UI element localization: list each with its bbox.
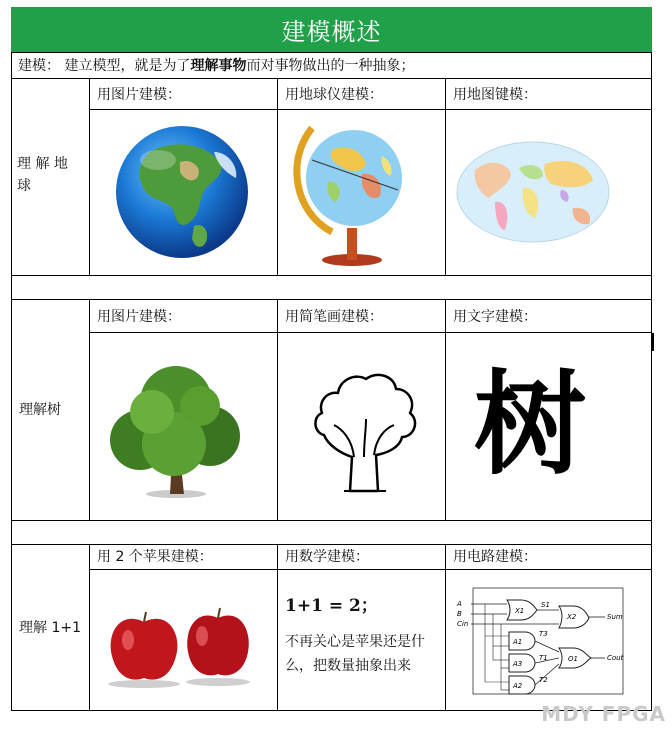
earth-photo-image	[110, 122, 260, 266]
col-header-map: 用地图键模：	[453, 87, 537, 103]
full-adder-circuit-image	[455, 586, 635, 698]
row-label-earth: 理 解 地 球	[17, 156, 68, 194]
grid-line	[277, 544, 278, 711]
row-label-tree: 理解树	[19, 402, 61, 418]
circuit-input-cin: Cin	[457, 620, 469, 628]
cursor-mark	[652, 333, 654, 351]
gate-a2-label: A2	[513, 682, 523, 690]
apples-image	[100, 600, 260, 690]
intro-suffix: 而对事物做出的一种抽象；	[246, 58, 415, 74]
grid-line	[11, 78, 652, 79]
grid-line	[11, 52, 652, 53]
output-sum-label: Sum	[607, 613, 623, 621]
grid-line	[445, 78, 446, 276]
grid-line	[277, 299, 278, 521]
col-header-text: 用文字建模：	[453, 309, 537, 325]
gate-a1-label: A1	[513, 638, 523, 646]
circuit-input-b: B	[457, 610, 462, 618]
grid-line	[89, 299, 90, 521]
tree-photo-image	[100, 360, 242, 502]
grid-line	[89, 78, 90, 276]
calligraphy-character: 树	[474, 359, 586, 490]
globe-model-image	[292, 120, 410, 268]
col-header-circuit: 用电路建模：	[453, 549, 537, 565]
grid-line	[89, 109, 652, 110]
grid-line	[277, 78, 278, 276]
wire-t2-label: T2	[539, 676, 548, 684]
grid-line	[11, 520, 652, 521]
gate-x1-label: X1	[515, 607, 525, 615]
col-header-apples: 用 2 个苹果建模：	[97, 549, 213, 565]
wire-t3-label: T3	[539, 630, 548, 638]
grid-line	[651, 52, 652, 711]
col-header-globe: 用地球仪建模：	[285, 87, 383, 103]
col-header-math: 用数学建模：	[285, 549, 369, 565]
intro-text	[18, 57, 414, 75]
wire-s1-label: S1	[541, 601, 550, 609]
wire-t1-label: T1	[539, 654, 548, 662]
row-label-math: 理解 1+1	[19, 620, 81, 636]
grid-line	[11, 275, 652, 276]
gate-x2-label: X2	[567, 613, 577, 621]
grid-line	[89, 544, 90, 711]
grid-line	[445, 299, 446, 521]
tree-sketch-image	[310, 365, 420, 495]
grid-line	[11, 299, 652, 300]
grid-line	[89, 332, 652, 333]
col-header-sketch: 用简笔画建模：	[285, 309, 383, 325]
intro-prefix: 建模： 建立模型，就是为了	[18, 58, 191, 74]
col-header-photo: 用图片建模：	[97, 87, 181, 103]
intro-bold: 理解事物	[190, 58, 247, 74]
output-cout-label: Cout	[607, 654, 624, 662]
page-title: 建模概述	[11, 7, 652, 52]
math-note: 不再关心是苹果还是什么，把数量抽象出来	[285, 634, 425, 674]
grid-line	[11, 52, 12, 711]
grid-line	[89, 569, 652, 570]
world-map-image	[455, 140, 611, 244]
gate-o1-label: O1	[568, 655, 578, 663]
math-formula: 1+1 = 2；	[285, 596, 378, 616]
gate-a3-label: A3	[513, 660, 523, 668]
watermark-text: MDY FPGA	[541, 702, 666, 726]
col-header-photo: 用图片建模：	[97, 309, 181, 325]
circuit-input-a: A	[457, 600, 462, 608]
grid-line	[11, 544, 652, 545]
grid-line	[445, 544, 446, 711]
